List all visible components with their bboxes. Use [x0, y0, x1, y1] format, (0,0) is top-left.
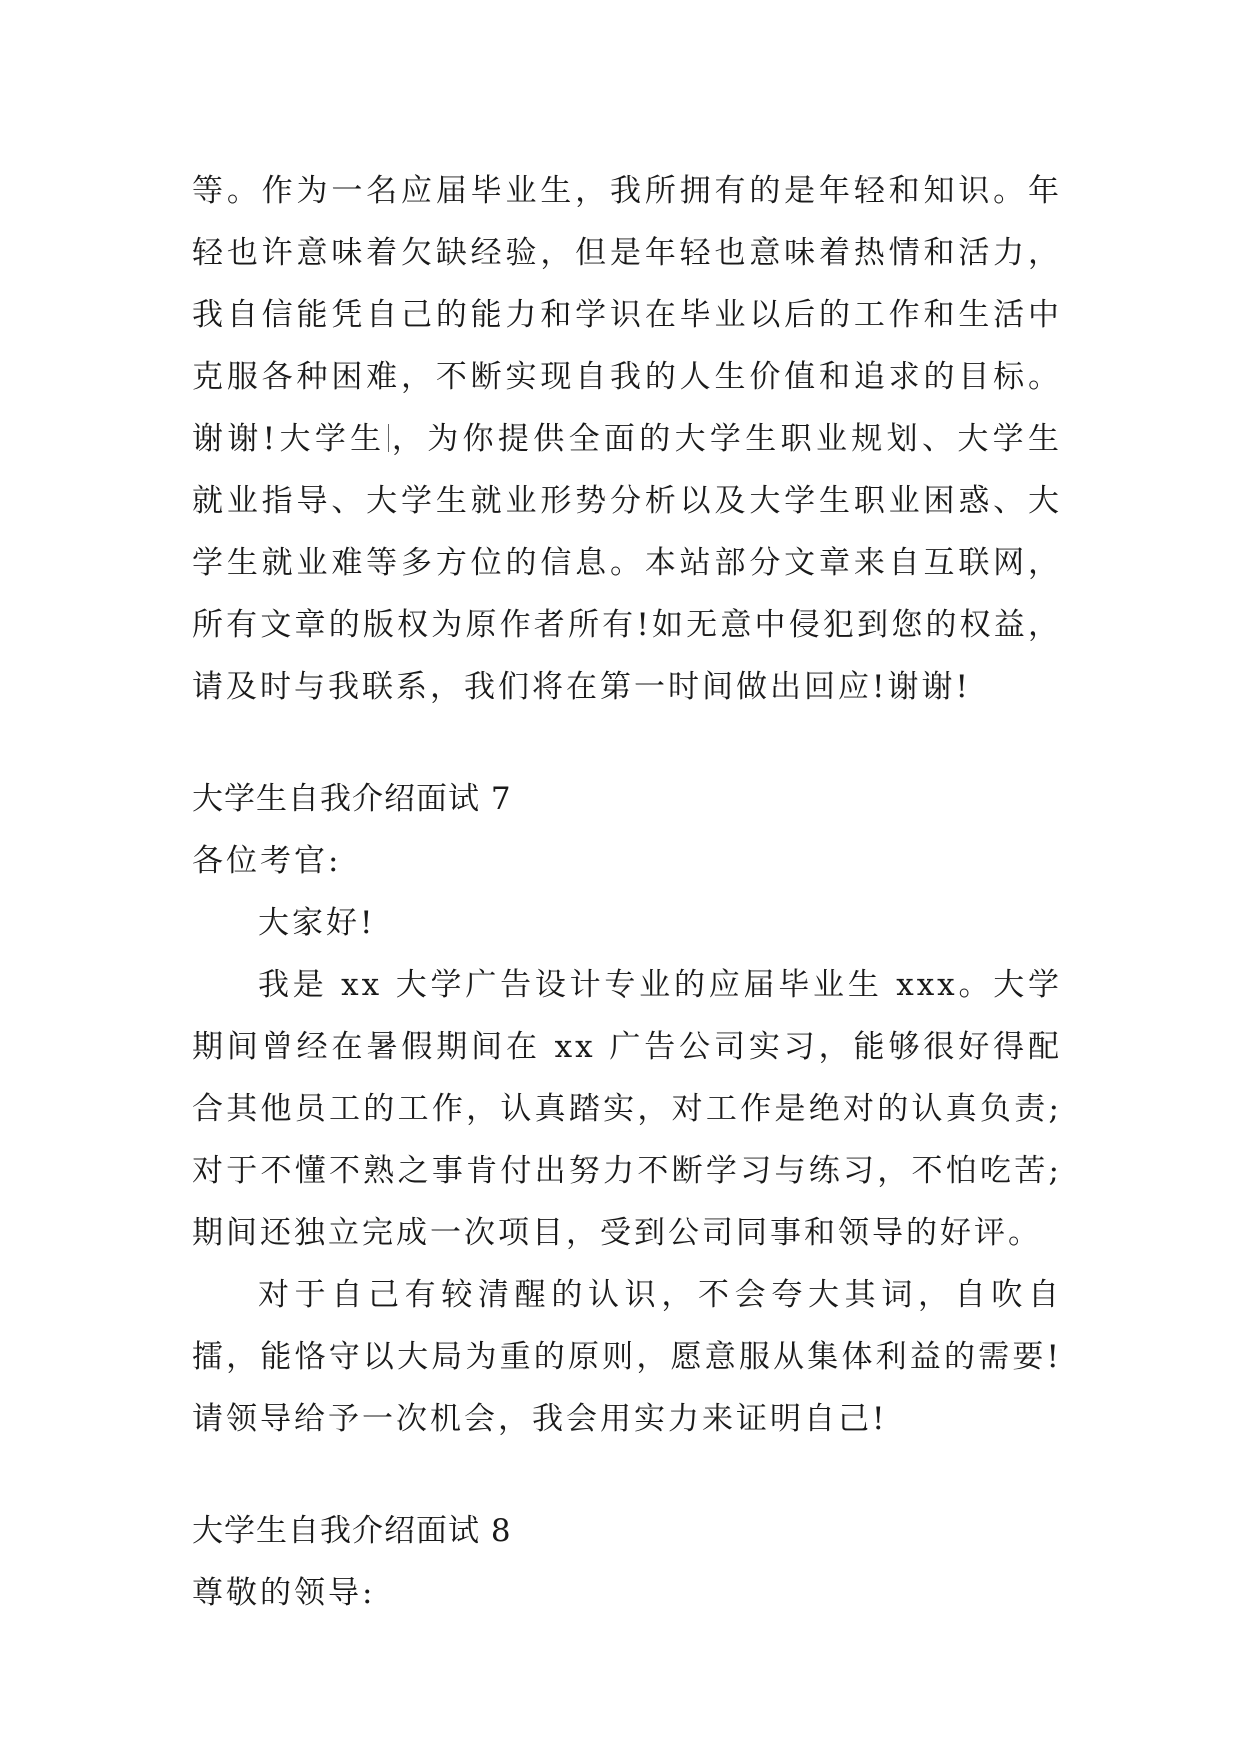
text-cursor	[388, 424, 389, 452]
section-gap	[192, 1450, 1062, 1500]
body-paragraph: 我是 xx 大学广告设计专业的应届毕业生 xxx。大学期间曾经在暑假期间在 xx 广告公司实习，能够很好得配合其他员工的工作，认真踏实，对工作是绝对的认真负责;对于不懂不熟之事肯付出努力不断学习与练习，不怕吃苦;期间还独立完成一次项目，受到公司同事和领导的好评。	[192, 967, 1062, 1251]
paragraph-text-rest: ，为你提供全面的大学生职业规划、大学生就业指导、大学生就业形势分析以及大学生职业困惑、大学生就业难等多方位的信息。本站部分文章来自互联网，所有文章的版权为原作者所有!如无意中侵犯到您的权益，请及时与我联系，我们将在第一时间做出回应!谢谢!	[192, 421, 1062, 705]
body-paragraph: 对于自己有较清醒的认识，不会夸大其词，自吹自擂，能恪守以大局为重的原则，愿意服从集体利益的需要!请领导给予一次机会，我会用实力来证明自己!	[192, 1277, 1062, 1437]
section-gap	[192, 718, 1062, 768]
document-body	[192, 160, 1062, 1624]
salutation: 各位考官:	[192, 843, 342, 879]
greeting: 大家好!	[258, 905, 376, 941]
salutation: 尊敬的领导:	[192, 1575, 376, 1611]
section-title: 大学生自我介绍面试 7	[192, 781, 512, 817]
section-title: 大学生自我介绍面试 8	[192, 1513, 512, 1549]
body-paragraph	[192, 160, 1062, 718]
paragraph-text: 等。作为一名应届毕业生，我所拥有的是年轻和知识。年轻也许意味着欠缺经验，但是年轻也意味着热情和活力，我自信能凭自己的能力和学识在毕业以后的工作和生活中克服各种困难，不断实现自我的人生价值和追求的目标。谢谢!	[192, 173, 1062, 457]
paragraph-text-prefix: 大学生	[278, 421, 386, 457]
